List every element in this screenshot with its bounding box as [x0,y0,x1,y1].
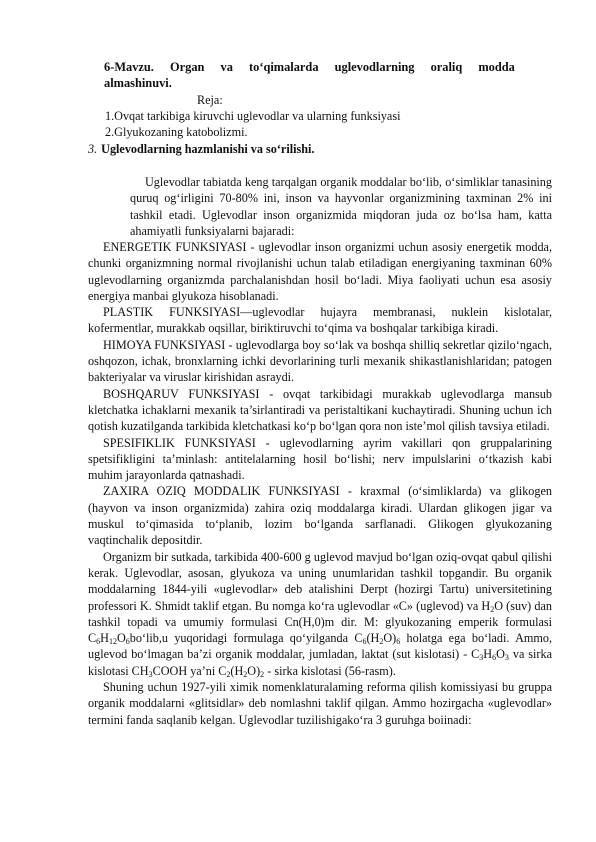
paragraph-regulatory: BOSHQARUV FUNKSIYASI - ovqat tarkibidagi murakkab uglevodlarga mansub kletchatka ichaklarni mexanik ta’sirlantiradi va peristaltikani kuchaytiradi. Shuning uchun ich qotish kuzatilganda tarkibida kletchatkasi ko‘p bo‘lgan qora non iste’mol qilish tavsiya etiladi. [88,386,552,434]
paragraph-protective: HIMOYA FUNKSIYASI - uglevodlarga boy so‘lak va boshqa shilliq sekretlar qizilo‘ngach, oshqozon, ichak, bronxlarning ichki devorlarining turli mexanik shikastlanishlaridan; patogen bakteriyalar va viruslar kirishidan asraydi. [88,337,552,385]
paragraph-specificity: SPESIFIKLIK FUNKSIYASI - uglevodlarning ayrim vakillari qon gruppalarining spetsifikligini ta’minlash: antitelalarning hosil bo‘lishi; nerv impulslarini o‘tkazish kabi muhim jarayonlarda qatnashadi. [88,435,552,483]
page-title [104,59,552,92]
intro-paragraph: Uglevodlar tabiatda keng tarqalgan organik moddalar bo‘lib, o‘simliklar tanasining quruq og‘irligini 70-80% ini, inson va hayvonlar organizmining taxminan 2% ini tashkil etadi. Uglevodlar inson organizmida miqdoran juda oz bo‘lsa ham, katta ahamiyatli funksiyalarni bajaradi: [130,175,552,238]
paragraph-energetic: ENERGETIK FUNKSIYASI - uglevodlar inson organizmi uchun asosiy energetik modda, chunki organizmning normal rivojlanishi uchun talab etiladigan energiyaning taxminan 60% uglevodlarning organizmda parchalanishdan hosil bo‘ladi. Miya faoliyati uchun esa asosiy energiya manbai glyukoza hisoblanadi. [88,240,552,303]
paragraph-reserve: ZAXIRA OZIQ MODDALIK FUNKSIYASI - kraxmal (o‘simliklarda) va glikogen (hayvon va inson organizmida) zahira oziq moddalarga kiradi. Ulardan glikogen jigar va muskul to‘qimasida to‘planib, lozim bo‘lganda sarflanadi. Glikogen glyukozaning vaqtinchalik depositdir. [88,484,552,548]
plan-item-3-number: 3. [88,142,98,156]
paragraph-nomenclature: Shuning uchun 1927-yili ximik nomenklaturalaming reforma qilish komissiyasi bu gruppa organik moddalarni «glitsidlar» deb nomlashni taklif qilgan. Ammo hozirgacha «uglevodlar» termini fanda saqlanib kelgan. Uglevodlar tuzilishigako‘ra 3 guruhga boiinadi: [88,680,552,727]
title-line-2: almashinuvi. [104,76,172,91]
plan-label: Reja: [197,93,223,107]
plan-item-1: 1.Ovqat tarkibiga kiruvchi uglevodlar va ularning funksiyasi [105,109,401,123]
title-line-1: 6-Mavzu. Organ va to‘qimalarda uglevodlarning oraliq modda [104,60,515,74]
plan-item-3-text: Uglevodlarning hazmlanishi va so‘rilishi. [101,142,315,156]
plan-item-2: 2.Glyukozaning katobolizmi. [105,125,248,139]
plan-item-3 [88,141,314,157]
paragraph-formula: Organizm bir sutkada, tarkibida 400-600 g uglevod mavjud bo‘lgan oziq-ovqat qabul qilishi kerak. Uglevodlar, asosan, glyukoza va uning unumlaridan tashkil topgandir. Bu organik moddalarning 1844-yili «uglevodlar» deb atalishini Derpt (hozirgi Tartu) universitetining professori K. Shmidt taklif etgan. Bu nomga ko‘ra uglevodlar «C» (uglevod) va $H_2O$ (suv) dan tashkil topadi va umumiy formulasi Cn(H,0)m dir. M: glyukozaning emperik formulasi $C_6H_{12}O_6bo‘lib,u$ yuqoridagi formulaga qo‘yilganda $C_6(H_2O)_6$ holatga ega bo‘ladi. Ammo, uglevod bo‘lmagan ba’zi organik moddalar, jumladan, laktat (sut kislotasi) - $C_3H_6O_3$ va sirka kislotasi $CH_3COOH$ ya’ni $C_2(H_2O)_2$ - sirka kislotasi (56-rasm). [88,549,552,679]
body-text [88,239,552,728]
paragraph-plastic: PLASTIK FUNKSIYASI—uglevodlar hujayra membranasi, nuklein kislotalar, kofermentlar, murakkab oqsillar, biriktiruvchi to‘qima va boshqalar tarkibiga kiradi. [88,305,552,336]
